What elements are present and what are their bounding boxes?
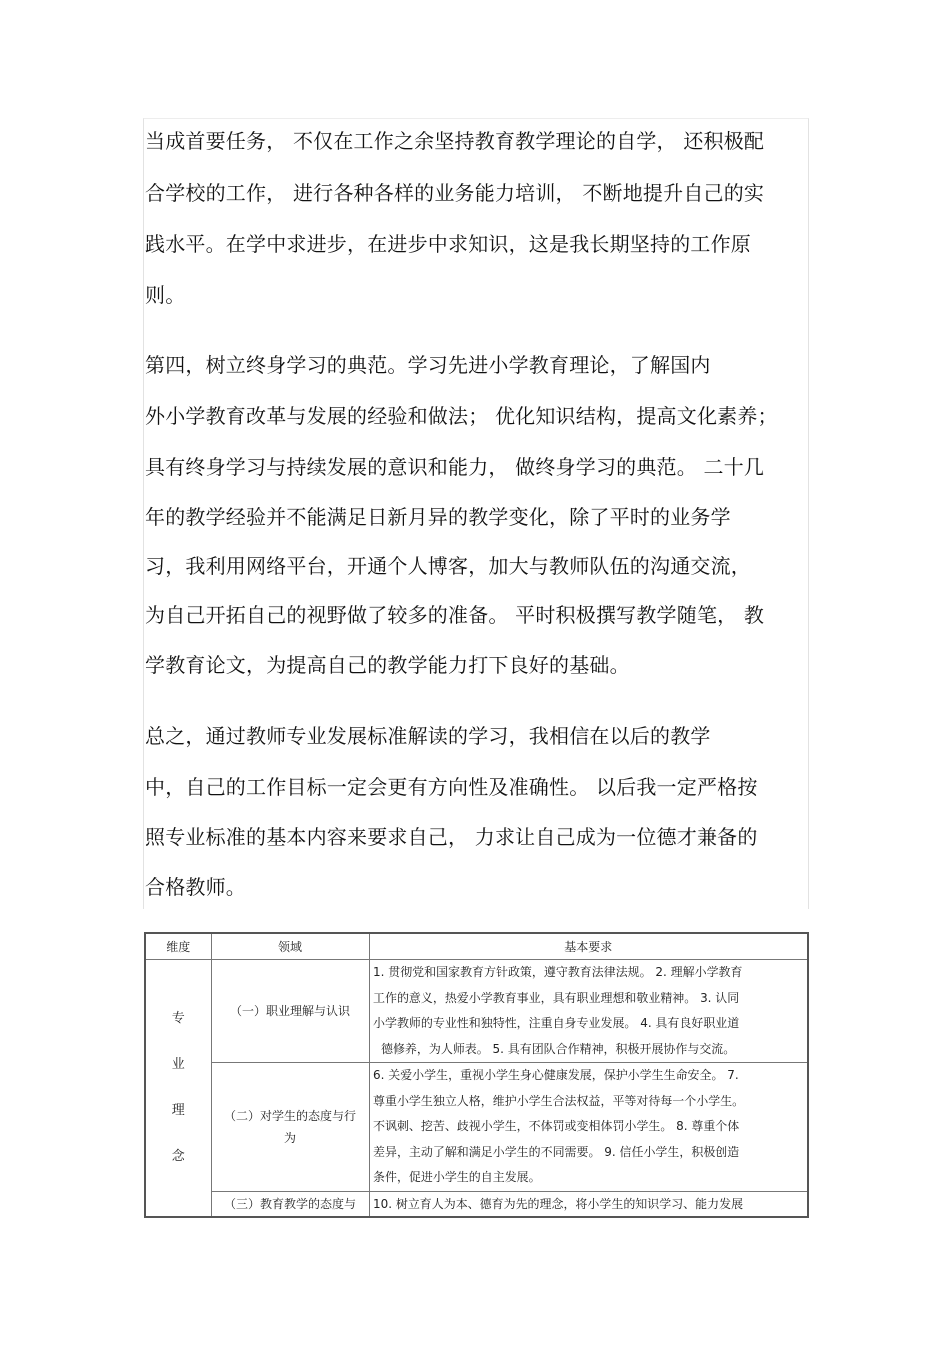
requirement-line: 德修养，为人师表。 5. 具有团队合作精神，积极开展协作与交流。 — [380, 1041, 735, 1056]
header-requirements: 基本要求 — [369, 933, 808, 960]
requirements-cell — [369, 1191, 808, 1217]
requirement-line: 不讽刺、挖苦、歧视小学生，不体罚或变相体罚小学生。 8. 尊重个体 — [372, 1119, 739, 1133]
table-row — [145, 1191, 808, 1217]
paragraph-1-line-1: 当成首要任务， 不仅在工作之余坚持教育教学理论的自学， 还积极配 — [145, 129, 765, 153]
field-cell: （二）对学生的态度与行为 — [211, 1063, 369, 1192]
paragraph-2-line-4: 年的教学经验并不能满足日新月异的教学变化，除了平时的业务学 — [145, 505, 731, 529]
requirements-cell — [369, 1063, 808, 1192]
paragraph-2-line-6: 为自己开拓自己的视野做了较多的准备。 平时积极撰写教学随笔， 教 — [145, 603, 765, 627]
paragraph-2-line-7: 学教育论文，为提高自己的教学能力打下良好的基础。 — [145, 653, 630, 677]
field-cell: （一）职业理解与认识 — [211, 960, 369, 1063]
requirement-line: 工作的意义，热爱小学教育事业，具有职业理想和敬业精神。 3. 认同 — [372, 990, 739, 1005]
paragraph-1-line-2: 合学校的工作， 进行各种各样的业务能力培训， 不断地提升自己的实 — [145, 181, 765, 205]
table-row — [145, 1063, 808, 1192]
header-field: 领域 — [211, 933, 369, 960]
dimension-char: 专 — [171, 1010, 185, 1026]
requirement-line: 6. 关爱小学生，重视小学生身心健康发展，保护小学生生命安全。 7. — [372, 1068, 739, 1082]
paragraph-2-line-3: 具有终身学习与持续发展的意识和能力， 做终身学习的典范。 二十几 — [145, 455, 765, 479]
dimension-char: 业 — [171, 1056, 185, 1072]
requirement-line: 小学教师的专业性和独特性，注重自身专业发展。 4. 具有良好职业道 — [372, 1016, 739, 1030]
paragraph-3-line-1: 总之，通过教师专业发展标准解读的学习，我相信在以后的教学 — [145, 724, 711, 748]
dimension-char: 理 — [171, 1102, 185, 1118]
requirement-line: 尊重小学生独立人格，维护小学生合法权益，平等对待每一个小学生。 — [372, 1093, 744, 1108]
paragraph-3-line-2: 中，自己的工作目标一定会更有方向性及准确性。 以后我一定严格按 — [145, 775, 758, 799]
table-row — [145, 960, 808, 1063]
requirement-line: 差异，主动了解和满足小学生的不同需要。 9. 信任小学生，积极创造 — [372, 1144, 739, 1159]
table-header-row — [145, 933, 808, 960]
requirements-cell — [369, 960, 808, 1063]
paragraph-3-line-4: 合格教师。 — [145, 875, 246, 899]
paragraph-2-line-2: 外小学教育改革与发展的经验和做法； 优化知识结构，提高文化素养； — [145, 404, 778, 428]
dimension-char: 念 — [171, 1148, 185, 1164]
field-cell: （三）教育教学的态度与 — [211, 1191, 369, 1217]
requirement-line: 10. 树立育人为本、德育为先的理念，将小学生的知识学习、能力发展 — [372, 1196, 743, 1211]
header-dimension: 维度 — [145, 933, 211, 960]
paragraph-2-line-1: 第四，树立终身学习的典范。学习先进小学教育理论，了解国内 — [145, 353, 711, 377]
paragraph-1-line-4: 则。 — [145, 283, 186, 307]
dimension-cell — [145, 960, 211, 1217]
requirement-line: 条件，促进小学生的自主发展。 — [372, 1170, 541, 1184]
standards-table — [144, 932, 809, 1218]
paragraph-3-line-3: 照专业标准的基本内容来要求自己， 力求让自己成为一位德才兼备的 — [145, 825, 758, 849]
requirement-line: 1. 贯彻党和国家教育方针政策，遵守教育法律法规。 2. 理解小学教育 — [372, 965, 743, 979]
paragraph-1-line-3: 践水平。在学中求进步，在进步中求知识，这是我长期坚持的工作原 — [145, 232, 751, 256]
paragraph-2-line-5: 习，我利用网络平台，开通个人博客，加大与教师队伍的沟通交流， — [145, 554, 751, 578]
